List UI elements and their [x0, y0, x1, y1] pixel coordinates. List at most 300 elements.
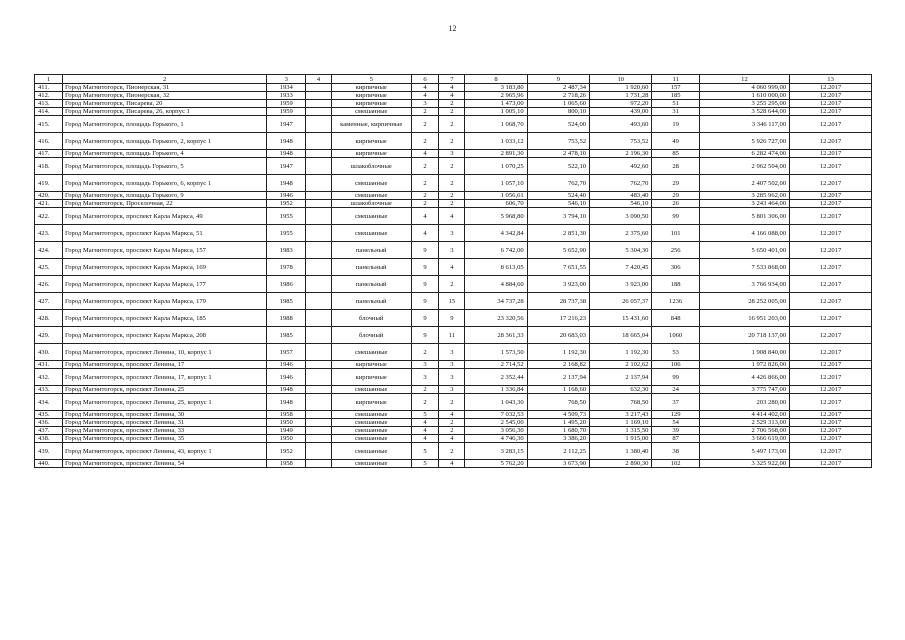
cell-row-number: 421. — [35, 200, 63, 208]
cell-repair-cost: 5 497 173,00 — [699, 443, 789, 460]
cell-private-area: 2 375,60 — [590, 225, 652, 242]
cell-floors: 2 — [411, 192, 439, 200]
cell-wall-material: смешанные — [331, 460, 411, 468]
cell-year-built: 1933 — [267, 92, 306, 100]
cell-column-4 — [306, 175, 332, 192]
cell-private-area: 546,10 — [590, 200, 652, 208]
header-cell: 9 — [527, 75, 589, 84]
cell-floors: 4 — [411, 208, 439, 225]
cell-row-number: 413. — [35, 100, 63, 108]
table-row — [35, 200, 872, 208]
cell-residents: 87 — [652, 435, 699, 443]
cell-private-area: 1 192,30 — [590, 344, 652, 361]
cell-living-area: 762,70 — [527, 175, 589, 192]
cell-private-area: 3 090,50 — [590, 208, 652, 225]
cell-wall-material: шлакоблочные — [331, 158, 411, 175]
cell-address: Город Магнитогорск, площадь Горького, 2, корпус 1 — [62, 133, 266, 150]
cell-living-area: 524,40 — [527, 192, 589, 200]
cell-wall-material: шлакоблочные — [331, 200, 411, 208]
cell-column-4 — [306, 276, 332, 293]
cell-address: Город Магнитогорск, проспект Ленина, 17 — [62, 361, 266, 369]
cell-residents: 85 — [652, 150, 699, 158]
cell-living-area: 800,10 — [527, 108, 589, 116]
cell-private-area: 5 304,30 — [590, 242, 652, 259]
cell-wall-material: смешанные — [331, 192, 411, 200]
cell-repair-date: 12.2017 — [790, 460, 872, 468]
cell-year-built: 1948 — [267, 386, 306, 394]
cell-year-built: 1986 — [267, 276, 306, 293]
cell-column-4 — [306, 293, 332, 310]
table-row — [35, 344, 872, 361]
cell-total-area: 4 746,30 — [465, 435, 527, 443]
cell-wall-material: каменные, кирпичные — [331, 116, 411, 133]
cell-wall-material: блочный — [331, 327, 411, 344]
cell-wall-material: смешанные — [331, 427, 411, 435]
cell-row-number: 434. — [35, 394, 63, 411]
cell-year-built: 1947 — [267, 116, 306, 133]
cell-living-area: 1 065,60 — [527, 100, 589, 108]
cell-year-built: 1950 — [267, 435, 306, 443]
cell-wall-material: блочный — [331, 310, 411, 327]
cell-floors: 9 — [411, 276, 439, 293]
table-row — [35, 369, 872, 386]
cell-row-number: 411. — [35, 84, 63, 92]
header-cell: 1 — [35, 75, 63, 84]
cell-floors: 4 — [411, 84, 439, 92]
cell-living-area: 2 478,10 — [527, 150, 589, 158]
cell-entrances: 11 — [439, 327, 465, 344]
cell-repair-cost: 3 766 934,00 — [699, 276, 789, 293]
cell-year-built: 1957 — [267, 344, 306, 361]
cell-entrances: 3 — [439, 369, 465, 386]
cell-wall-material: кирпичные — [331, 394, 411, 411]
cell-repair-cost: 3 255 295,00 — [699, 100, 789, 108]
cell-column-4 — [306, 310, 332, 327]
cell-year-built: 1934 — [267, 84, 306, 92]
cell-repair-date: 12.2017 — [790, 327, 872, 344]
cell-year-built: 1985 — [267, 327, 306, 344]
cell-residents: 51 — [652, 100, 699, 108]
cell-residents: 99 — [652, 369, 699, 386]
header-cell: 5 — [331, 75, 411, 84]
table-row — [35, 116, 872, 133]
cell-entrances: 2 — [439, 192, 465, 200]
cell-year-built: 1955 — [267, 225, 306, 242]
cell-repair-date: 12.2017 — [790, 242, 872, 259]
cell-repair-cost: 3 325 922,00 — [699, 460, 789, 468]
cell-year-built: 1952 — [267, 200, 306, 208]
cell-column-4 — [306, 133, 332, 150]
cell-row-number: 417. — [35, 150, 63, 158]
cell-residents: 53 — [652, 344, 699, 361]
cell-private-area: 2 196,30 — [590, 150, 652, 158]
cell-floors: 9 — [411, 310, 439, 327]
cell-entrances: 4 — [439, 460, 465, 468]
cell-row-number: 416. — [35, 133, 63, 150]
cell-residents: 106 — [652, 361, 699, 369]
cell-address: Город Магнитогорск, Пионерская, 32 — [62, 92, 266, 100]
cell-repair-date: 12.2017 — [790, 108, 872, 116]
cell-row-number: 420. — [35, 192, 63, 200]
cell-floors: 2 — [411, 200, 439, 208]
cell-private-area: 7 420,45 — [590, 259, 652, 276]
table-row — [35, 158, 872, 175]
cell-floors: 9 — [411, 293, 439, 310]
cell-address: Город Магнитогорск, проспект Ленина, 10, корпус 1 — [62, 344, 266, 361]
cell-private-area: 3 923,00 — [590, 276, 652, 293]
cell-repair-date: 12.2017 — [790, 84, 872, 92]
cell-wall-material: смешанные — [331, 108, 411, 116]
cell-year-built: 1946 — [267, 369, 306, 386]
table-row — [35, 460, 872, 468]
cell-row-number: 427. — [35, 293, 63, 310]
cell-column-4 — [306, 116, 332, 133]
cell-year-built: 1958 — [267, 460, 306, 468]
cell-living-area: 2 718,26 — [527, 92, 589, 100]
cell-repair-cost: 3 775 747,00 — [699, 386, 789, 394]
cell-residents: 256 — [652, 242, 699, 259]
cell-repair-cost: 5 801 306,00 — [699, 208, 789, 225]
cell-row-number: 415. — [35, 116, 63, 133]
cell-private-area: 1 915,00 — [590, 435, 652, 443]
cell-row-number: 437. — [35, 427, 63, 435]
cell-private-area: 2 102,62 — [590, 361, 652, 369]
cell-living-area: 2 168,82 — [527, 361, 589, 369]
cell-residents: 185 — [652, 92, 699, 100]
cell-wall-material: смешанные — [331, 411, 411, 419]
cell-floors: 2 — [411, 386, 439, 394]
cell-column-4 — [306, 259, 332, 276]
table-row — [35, 108, 872, 116]
cell-row-number: 431. — [35, 361, 63, 369]
cell-repair-cost: 2 529 313,00 — [699, 419, 789, 427]
cell-living-area: 1 680,70 — [527, 427, 589, 435]
cell-total-area: 1 043,30 — [465, 394, 527, 411]
cell-repair-date: 12.2017 — [790, 419, 872, 427]
cell-wall-material: смешанные — [331, 386, 411, 394]
cell-entrances: 15 — [439, 293, 465, 310]
cell-residents: 38 — [652, 443, 699, 460]
cell-repair-date: 12.2017 — [790, 411, 872, 419]
cell-wall-material: панельный — [331, 293, 411, 310]
cell-year-built: 1958 — [267, 411, 306, 419]
cell-total-area: 23 320,56 — [465, 310, 527, 327]
cell-residents: 1060 — [652, 327, 699, 344]
cell-row-number: 430. — [35, 344, 63, 361]
cell-entrances: 4 — [439, 259, 465, 276]
cell-row-number: 438. — [35, 435, 63, 443]
table-row — [35, 133, 872, 150]
cell-private-area: 2 137,94 — [590, 369, 652, 386]
table-row — [35, 192, 872, 200]
cell-entrances: 3 — [439, 242, 465, 259]
cell-floors: 3 — [411, 369, 439, 386]
cell-year-built: 1959 — [267, 108, 306, 116]
cell-floors: 5 — [411, 411, 439, 419]
cell-floors: 2 — [411, 108, 439, 116]
cell-row-number: 412. — [35, 92, 63, 100]
cell-address: Город Магнитогорск, Проселочная, 22 — [62, 200, 266, 208]
cell-address: Город Магнитогорск, проспект Ленина, 54 — [62, 460, 266, 468]
cell-total-area: 3 056,30 — [465, 427, 527, 435]
cell-repair-date: 12.2017 — [790, 92, 872, 100]
cell-repair-cost: 4 426 866,00 — [699, 369, 789, 386]
cell-year-built: 1978 — [267, 259, 306, 276]
cell-floors: 9 — [411, 259, 439, 276]
cell-total-area: 3 283,15 — [465, 443, 527, 460]
cell-residents: 29 — [652, 175, 699, 192]
cell-wall-material: смешанные — [331, 225, 411, 242]
cell-row-number: 429. — [35, 327, 63, 344]
cell-living-area: 3 794,10 — [527, 208, 589, 225]
cell-residents: 26 — [652, 200, 699, 208]
cell-repair-date: 12.2017 — [790, 443, 872, 460]
cell-living-area: 7 651,55 — [527, 259, 589, 276]
cell-private-area: 2 890,30 — [590, 460, 652, 468]
cell-address: Город Магнитогорск, Пионерская, 31 — [62, 84, 266, 92]
cell-floors: 2 — [411, 394, 439, 411]
cell-address: Город Магнитогорск, Писарева, 20 — [62, 100, 266, 108]
cell-private-area: 1 380,40 — [590, 443, 652, 460]
header-cell: 7 — [439, 75, 465, 84]
cell-entrances: 2 — [439, 158, 465, 175]
cell-repair-cost: 2 706 568,00 — [699, 427, 789, 435]
cell-address: Город Магнитогорск, проспект Ленина, 43, корпус 1 — [62, 443, 266, 460]
cell-entrances: 2 — [439, 175, 465, 192]
cell-address: Город Магнитогорск, проспект Карла Маркса, 49 — [62, 208, 266, 225]
cell-residents: 157 — [652, 84, 699, 92]
cell-year-built: 1948 — [267, 133, 306, 150]
table-row — [35, 427, 872, 435]
cell-address: Город Магнитогорск, проспект Карла Маркса, 208 — [62, 327, 266, 344]
cell-residents: 49 — [652, 133, 699, 150]
cell-year-built: 1948 — [267, 175, 306, 192]
cell-total-area: 1 336,84 — [465, 386, 527, 394]
cell-floors: 4 — [411, 92, 439, 100]
cell-wall-material: смешанные — [331, 344, 411, 361]
cell-row-number: 432. — [35, 369, 63, 386]
cell-repair-date: 12.2017 — [790, 200, 872, 208]
cell-address: Город Магнитогорск, проспект Ленина, 25, корпус 1 — [62, 394, 266, 411]
cell-address: Город Магнитогорск, площадь Горького, 6, корпус 1 — [62, 175, 266, 192]
cell-repair-cost: 16 951 203,00 — [699, 310, 789, 327]
cell-residents: 848 — [652, 310, 699, 327]
cell-floors: 5 — [411, 460, 439, 468]
cell-floors: 3 — [411, 361, 439, 369]
header-cell: 11 — [652, 75, 699, 84]
cell-column-4 — [306, 361, 332, 369]
cell-entrances: 2 — [439, 116, 465, 133]
cell-wall-material: смешанные — [331, 208, 411, 225]
cell-living-area: 2 112,25 — [527, 443, 589, 460]
table-row — [35, 411, 872, 419]
cell-total-area: 1 005,10 — [465, 108, 527, 116]
cell-residents: 24 — [652, 386, 699, 394]
cell-column-4 — [306, 411, 332, 419]
cell-year-built: 1983 — [267, 242, 306, 259]
cell-address: Город Магнитогорск, проспект Карла Маркса, 179 — [62, 293, 266, 310]
cell-wall-material: панельный — [331, 276, 411, 293]
cell-address: Город Магнитогорск, проспект Ленина, 33 — [62, 427, 266, 435]
cell-repair-cost: 20 718 137,00 — [699, 327, 789, 344]
cell-row-number: 436. — [35, 419, 63, 427]
cell-row-number: 433. — [35, 386, 63, 394]
cell-total-area: 28 361,33 — [465, 327, 527, 344]
cell-repair-date: 12.2017 — [790, 133, 872, 150]
cell-floors: 4 — [411, 427, 439, 435]
cell-column-4 — [306, 158, 332, 175]
cell-column-4 — [306, 100, 332, 108]
cell-total-area: 4 884,60 — [465, 276, 527, 293]
cell-total-area: 1 033,12 — [465, 133, 527, 150]
header-cell: 13 — [790, 75, 872, 84]
cell-year-built: 1947 — [267, 158, 306, 175]
cell-repair-cost: 1 908 840,00 — [699, 344, 789, 361]
cell-repair-cost: 2 407 502,00 — [699, 175, 789, 192]
column-number-row — [35, 75, 872, 84]
cell-residents: 102 — [652, 460, 699, 468]
cell-row-number: 435. — [35, 411, 63, 419]
cell-row-number: 439. — [35, 443, 63, 460]
cell-entrances: 2 — [439, 200, 465, 208]
cell-repair-cost: 3 285 962,00 — [699, 192, 789, 200]
cell-address: Город Магнитогорск, проспект Ленина, 35 — [62, 435, 266, 443]
cell-repair-date: 12.2017 — [790, 293, 872, 310]
cell-living-area: 20 683,03 — [527, 327, 589, 344]
cell-residents: 39 — [652, 427, 699, 435]
cell-year-built: 1948 — [267, 150, 306, 158]
housing-table-container — [34, 74, 872, 468]
cell-living-area: 3 386,20 — [527, 435, 589, 443]
cell-total-area: 5 762,20 — [465, 460, 527, 468]
cell-private-area: 632,30 — [590, 386, 652, 394]
cell-column-4 — [306, 419, 332, 427]
cell-column-4 — [306, 84, 332, 92]
cell-total-area: 1 056,61 — [465, 192, 527, 200]
cell-year-built: 1950 — [267, 419, 306, 427]
cell-living-area: 1 495,20 — [527, 419, 589, 427]
cell-repair-date: 12.2017 — [790, 225, 872, 242]
cell-wall-material: смешанные — [331, 175, 411, 192]
cell-repair-cost: 3 243 464,00 — [699, 200, 789, 208]
cell-residents: 31 — [652, 108, 699, 116]
cell-total-area: 606,70 — [465, 200, 527, 208]
table-row — [35, 327, 872, 344]
cell-wall-material: кирпичные — [331, 133, 411, 150]
cell-living-area: 1 168,60 — [527, 386, 589, 394]
cell-address: Город Магнитогорск, площадь Горького, 5 — [62, 158, 266, 175]
cell-address: Город Магнитогорск, площадь Горького, 1 — [62, 116, 266, 133]
cell-column-4 — [306, 369, 332, 386]
housing-table — [34, 74, 872, 468]
cell-column-4 — [306, 108, 332, 116]
cell-entrances: 2 — [439, 419, 465, 427]
cell-row-number: 418. — [35, 158, 63, 175]
cell-address: Город Магнитогорск, проспект Ленина, 17, корпус 1 — [62, 369, 266, 386]
cell-floors: 2 — [411, 116, 439, 133]
cell-residents: 129 — [652, 411, 699, 419]
cell-column-4 — [306, 242, 332, 259]
cell-residents: 1236 — [652, 293, 699, 310]
cell-address: Город Магнитогорск, проспект Ленина, 31 — [62, 419, 266, 427]
cell-repair-cost: 5 650 401,00 — [699, 242, 789, 259]
cell-year-built: 1952 — [267, 443, 306, 460]
cell-private-area: 768,50 — [590, 394, 652, 411]
cell-repair-date: 12.2017 — [790, 344, 872, 361]
table-row — [35, 150, 872, 158]
cell-living-area: 1 192,30 — [527, 344, 589, 361]
cell-total-area: 1 573,50 — [465, 344, 527, 361]
cell-repair-cost: 1 972 826,00 — [699, 361, 789, 369]
cell-column-4 — [306, 192, 332, 200]
table-row — [35, 84, 872, 92]
cell-address: Город Магнитогорск, проспект Ленина, 30 — [62, 411, 266, 419]
cell-total-area: 2 965,96 — [465, 92, 527, 100]
table-row — [35, 310, 872, 327]
cell-address: Город Магнитогорск, проспект Ленина, 25 — [62, 386, 266, 394]
table-row — [35, 443, 872, 460]
table-row — [35, 175, 872, 192]
cell-entrances: 2 — [439, 394, 465, 411]
cell-wall-material: смешанные — [331, 435, 411, 443]
cell-repair-cost: 1 610 000,00 — [699, 92, 789, 100]
cell-entrances: 3 — [439, 225, 465, 242]
cell-repair-cost: 6 282 474,00 — [699, 150, 789, 158]
cell-living-area: 546,10 — [527, 200, 589, 208]
cell-wall-material: кирпичные — [331, 92, 411, 100]
table-row — [35, 419, 872, 427]
cell-address: Город Магнитогорск, площадь Горького, 4 — [62, 150, 266, 158]
cell-address: Город Магнитогорск, площадь Горького, 9 — [62, 192, 266, 200]
cell-living-area: 2 851,30 — [527, 225, 589, 242]
cell-repair-date: 12.2017 — [790, 100, 872, 108]
cell-repair-date: 12.2017 — [790, 276, 872, 293]
cell-entrances: 2 — [439, 108, 465, 116]
cell-repair-date: 12.2017 — [790, 175, 872, 192]
cell-entrances: 3 — [439, 150, 465, 158]
cell-total-area: 3 183,80 — [465, 84, 527, 92]
cell-column-4 — [306, 225, 332, 242]
cell-private-area: 1 169,10 — [590, 419, 652, 427]
cell-repair-date: 12.2017 — [790, 369, 872, 386]
cell-repair-date: 12.2017 — [790, 116, 872, 133]
cell-private-area: 1 920,60 — [590, 84, 652, 92]
cell-row-number: 422. — [35, 208, 63, 225]
cell-wall-material: смешанные — [331, 443, 411, 460]
cell-address: Город Магнитогорск, проспект Карла Маркса, 185 — [62, 310, 266, 327]
cell-total-area: 1 473,00 — [465, 100, 527, 108]
cell-repair-date: 12.2017 — [790, 158, 872, 175]
cell-row-number: 423. — [35, 225, 63, 242]
cell-total-area: 2 891,30 — [465, 150, 527, 158]
cell-repair-cost: 7 533 868,00 — [699, 259, 789, 276]
cell-floors: 4 — [411, 150, 439, 158]
cell-living-area: 17 216,23 — [527, 310, 589, 327]
cell-repair-date: 12.2017 — [790, 361, 872, 369]
cell-total-area: 7 032,53 — [465, 411, 527, 419]
cell-row-number: 424. — [35, 242, 63, 259]
table-row — [35, 386, 872, 394]
cell-repair-cost: 4 060 999,00 — [699, 84, 789, 92]
cell-residents: 101 — [652, 225, 699, 242]
cell-wall-material: кирпичные — [331, 84, 411, 92]
cell-repair-cost: 3 528 644,00 — [699, 108, 789, 116]
cell-total-area: 1 070,25 — [465, 158, 527, 175]
cell-column-4 — [306, 427, 332, 435]
cell-row-number: 419. — [35, 175, 63, 192]
cell-repair-cost: 3 346 117,00 — [699, 116, 789, 133]
cell-repair-date: 12.2017 — [790, 435, 872, 443]
